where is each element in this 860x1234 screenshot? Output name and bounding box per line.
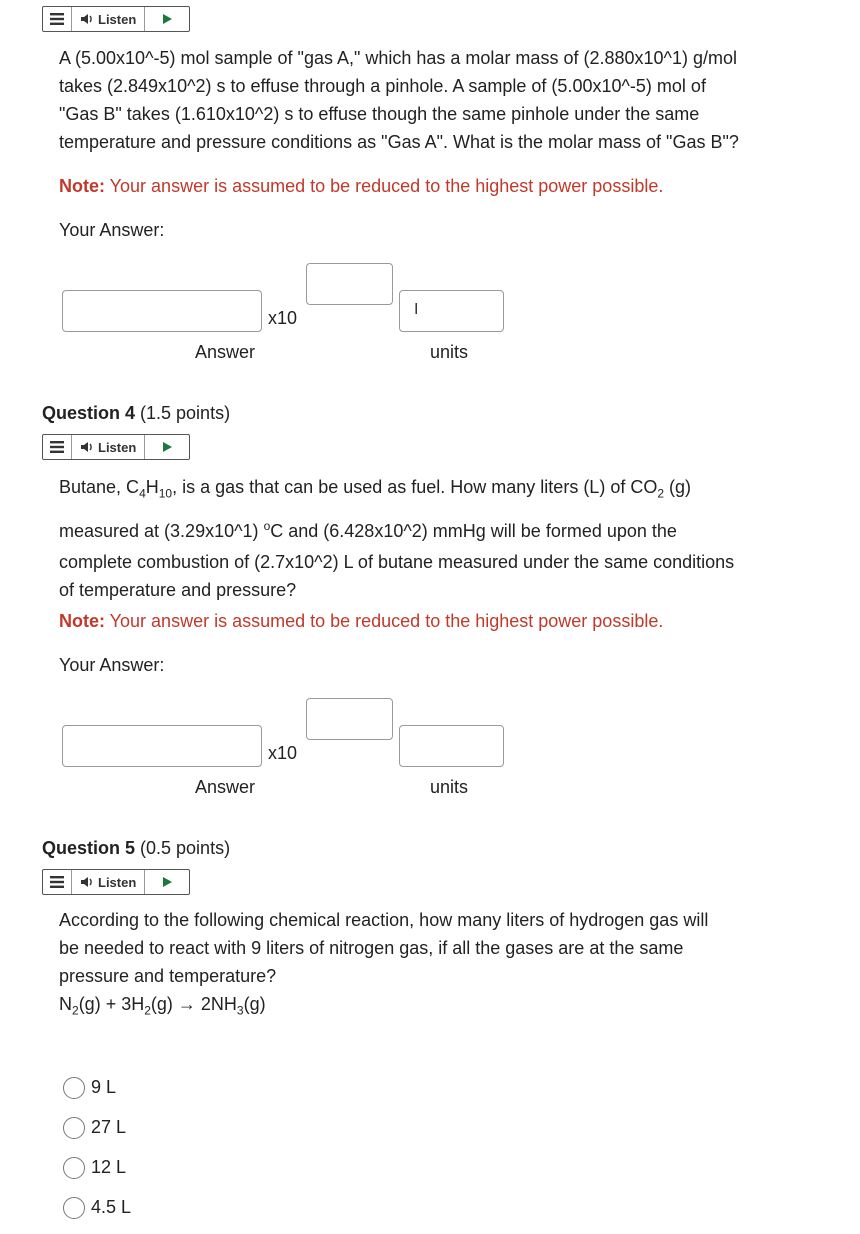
q4-line: measured at (3.29x10^1) $^o$C and (6.428x10^2) mmHg will be formed upon the <box>59 518 677 541</box>
q3-question-text <box>59 44 799 156</box>
menu-icon[interactable] <box>43 870 72 894</box>
q5-points: (0.5 points) <box>135 838 231 858</box>
option-label[interactable]: 12 L <box>91 1157 127 1177</box>
note-text: Your answer is assumed to be reduced to the highest power possible. <box>105 611 664 631</box>
option-radio[interactable] <box>63 1077 85 1099</box>
listen-toolbar-q5 <box>42 869 190 895</box>
note-label: Note: <box>59 611 105 631</box>
q4-question-text <box>59 472 799 604</box>
q3-units-label: units <box>430 342 469 362</box>
q4-exponent-input[interactable] <box>306 698 393 740</box>
play-icon <box>161 876 173 888</box>
menu-icon[interactable] <box>43 435 72 459</box>
option-label[interactable]: 4.5 L <box>91 1197 132 1217</box>
option-radio[interactable] <box>63 1157 85 1179</box>
q3-exponent-input[interactable] <box>306 263 393 305</box>
q4-line: of temperature and pressure? <box>59 579 297 600</box>
q3-answer-input[interactable] <box>62 290 262 332</box>
speaker-icon <box>80 13 94 25</box>
q3-x10-label: x10 <box>268 308 298 328</box>
q3-line: temperature and pressure conditions as "Gas A". What is the molar mass of "Gas B"? <box>59 132 739 152</box>
note-label: Note: <box>59 176 105 196</box>
q4-note <box>59 611 663 632</box>
listen-button[interactable] <box>72 7 145 31</box>
q4-answer-input[interactable] <box>62 725 262 767</box>
note-text: Your answer is assumed to be reduced to the highest power possible. <box>105 176 664 196</box>
listen-label: Listen <box>98 11 137 27</box>
q4-answer-label: Answer <box>195 777 256 797</box>
q4-title: Question 4 <box>42 403 136 423</box>
q5-line: be needed to react with 9 liters of nitrogen gas, if all the gases are at the same <box>59 938 684 958</box>
speaker-icon <box>80 876 94 888</box>
q3-line: A (5.00x10^-5) mol sample of "gas A," which has a molar mass of (2.880x10^1) g/mol <box>59 48 737 68</box>
q4-heading <box>42 403 230 424</box>
q4-units-input[interactable] <box>399 725 504 767</box>
q5-heading <box>42 838 230 859</box>
q3-answer-label: Answer <box>195 342 256 362</box>
q5-question-text <box>59 906 799 1025</box>
q4-units-label: units <box>430 777 469 797</box>
listen-label: Listen <box>98 874 137 890</box>
q4-x10-label: x10 <box>268 743 298 763</box>
q4-your-answer-label: Your Answer: <box>59 655 165 675</box>
q5-line: pressure and temperature? <box>59 966 277 986</box>
speaker-icon <box>80 441 94 453</box>
text-cursor: I <box>414 301 419 318</box>
menu-icon[interactable] <box>43 7 72 31</box>
option-label[interactable]: 9 L <box>91 1077 117 1097</box>
q4-points: (1.5 points) <box>135 403 231 423</box>
listen-label: Listen <box>98 439 137 455</box>
listen-toolbar-q3 <box>42 6 190 32</box>
option-radio[interactable] <box>63 1117 85 1139</box>
play-icon <box>161 441 173 453</box>
play-button[interactable] <box>145 435 189 459</box>
q3-line: takes (2.849x10^2) s to effuse through a pinhole. A sample of (5.00x10^-5) mol of <box>59 76 706 96</box>
listen-button[interactable] <box>72 435 145 459</box>
q5-equation: $N_2(g) + 3H_2(g) \to 2NH_3(g)$ <box>59 994 266 1018</box>
play-button[interactable] <box>145 7 189 31</box>
listen-toolbar-q4 <box>42 434 190 460</box>
play-button[interactable] <box>145 870 189 894</box>
q3-line: "Gas B" takes (1.610x10^2) s to effuse though the same pinhole under the same <box>59 104 700 124</box>
q4-line: Butane, $C_4H_{10}$, is a gas that can be used as fuel. How many liters (L) of $CO_2$ (g) <box>59 477 692 501</box>
q3-units-input[interactable] <box>399 290 504 332</box>
q3-your-answer-label: Your Answer: <box>59 220 165 240</box>
option-radio[interactable] <box>63 1197 85 1219</box>
q5-line: According to the following chemical reaction, how many liters of hydrogen gas will <box>59 910 709 930</box>
q4-line: complete combustion of (2.7x10^2) L of butane measured under the same conditions <box>59 551 735 572</box>
play-icon <box>161 13 173 25</box>
option-label[interactable]: 27 L <box>91 1117 127 1137</box>
listen-button[interactable] <box>72 870 145 894</box>
q5-title: Question 5 <box>42 838 136 858</box>
q3-note <box>59 176 663 197</box>
